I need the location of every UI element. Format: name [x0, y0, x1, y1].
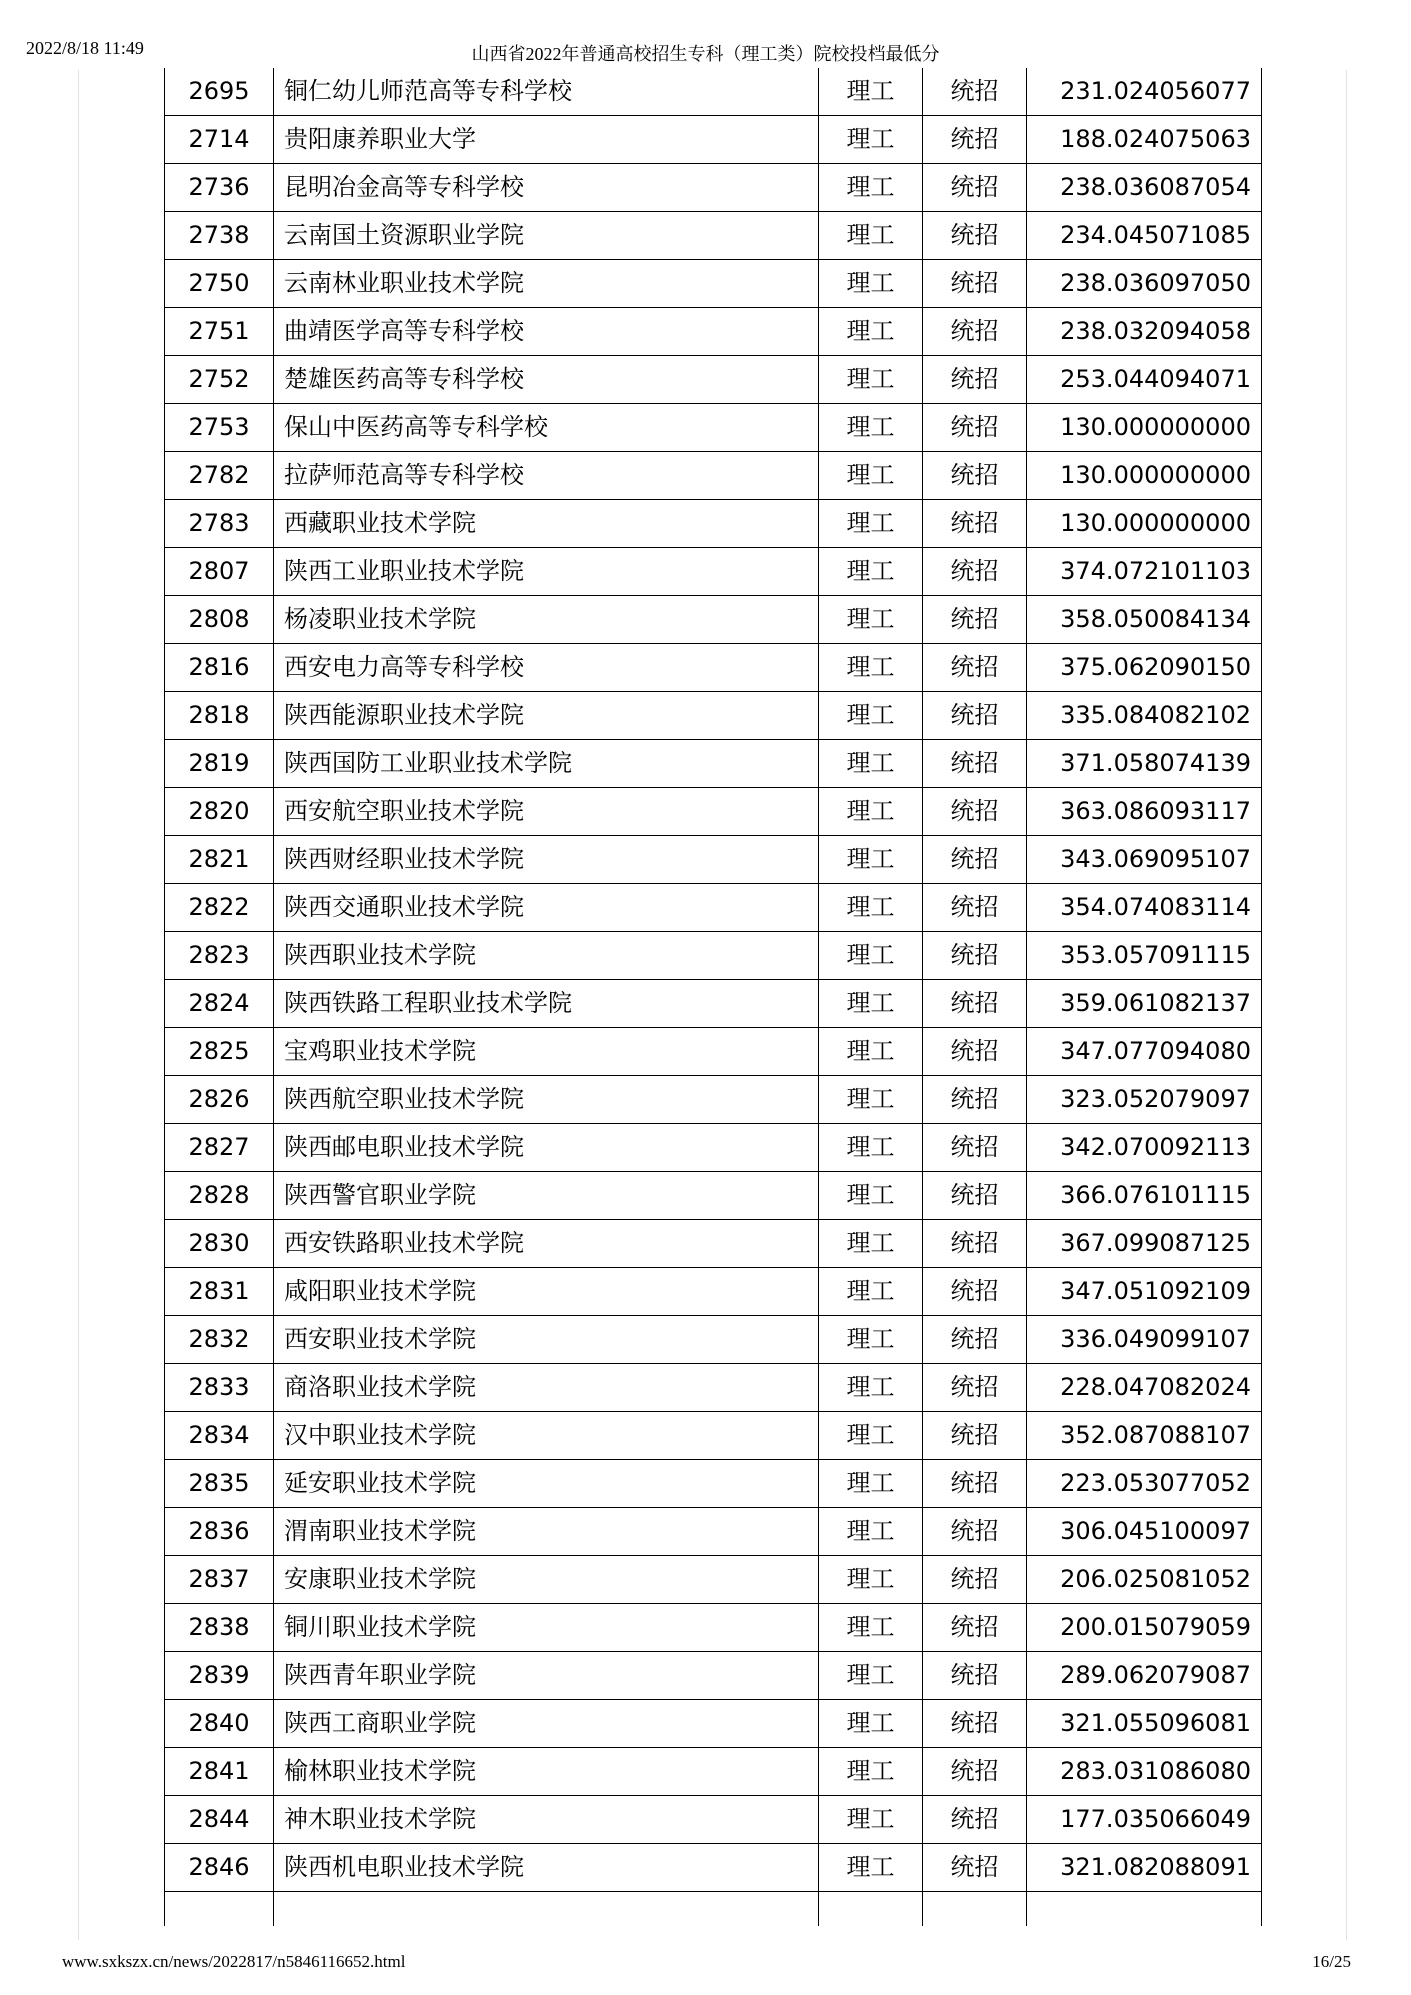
school-code-cell: 2736 — [165, 164, 274, 212]
admission-batch-cell: 统招 — [923, 1508, 1027, 1556]
min-score-cell: 367.099087125 — [1027, 1220, 1262, 1268]
subject-type-cell: 理工 — [819, 644, 923, 692]
admission-batch-cell: 统招 — [923, 1796, 1027, 1844]
subject-type-cell: 理工 — [819, 1364, 923, 1412]
min-score-cell: 335.084082102 — [1027, 692, 1262, 740]
school-name-cell: 云南国土资源职业学院 — [274, 212, 819, 260]
subject-type-cell: 理工 — [819, 1220, 923, 1268]
school-code-cell: 2738 — [165, 212, 274, 260]
table-row — [165, 836, 1262, 884]
admission-batch-cell: 统招 — [923, 500, 1027, 548]
subject-type-cell: 理工 — [819, 836, 923, 884]
school-code-cell: 2823 — [165, 932, 274, 980]
school-name-cell: 铜仁幼儿师范高等专科学校 — [274, 68, 819, 116]
table-row — [165, 116, 1262, 164]
subject-type-cell: 理工 — [819, 1652, 923, 1700]
school-name-cell: 咸阳职业技术学院 — [274, 1268, 819, 1316]
table-row — [165, 1556, 1262, 1604]
admission-batch-cell: 统招 — [923, 1028, 1027, 1076]
admission-batch-cell: 统招 — [923, 548, 1027, 596]
school-code-cell: 2714 — [165, 116, 274, 164]
admission-score-table — [164, 68, 1262, 1926]
school-name-cell: 宝鸡职业技术学院 — [274, 1028, 819, 1076]
min-score-cell: 238.036097050 — [1027, 260, 1262, 308]
admission-batch-cell: 统招 — [923, 980, 1027, 1028]
subject-type-cell: 理工 — [819, 788, 923, 836]
subject-type-cell: 理工 — [819, 1268, 923, 1316]
school-code-cell: 2832 — [165, 1316, 274, 1364]
subject-type-cell: 理工 — [819, 740, 923, 788]
admission-batch-cell: 统招 — [923, 1124, 1027, 1172]
subject-type-cell: 理工 — [819, 1124, 923, 1172]
subject-type-cell: 理工 — [819, 212, 923, 260]
subject-type-cell: 理工 — [819, 1556, 923, 1604]
subject-type-cell: 理工 — [819, 164, 923, 212]
school-code-cell: 2841 — [165, 1748, 274, 1796]
admission-batch-cell: 统招 — [923, 1556, 1027, 1604]
school-name-cell: 渭南职业技术学院 — [274, 1508, 819, 1556]
school-name-cell: 陕西交通职业技术学院 — [274, 884, 819, 932]
admission-batch-cell: 统招 — [923, 404, 1027, 452]
subject-type-cell: 理工 — [819, 452, 923, 500]
school-name-cell: 延安职业技术学院 — [274, 1460, 819, 1508]
admission-batch-cell: 统招 — [923, 644, 1027, 692]
table-row — [165, 1412, 1262, 1460]
school-code-cell: 2816 — [165, 644, 274, 692]
subject-type-cell: 理工 — [819, 404, 923, 452]
min-score-cell: 238.036087054 — [1027, 164, 1262, 212]
school-name-cell: 陕西青年职业学院 — [274, 1652, 819, 1700]
table-row — [165, 1364, 1262, 1412]
table-row — [165, 212, 1262, 260]
min-score-cell: 228.047082024 — [1027, 1364, 1262, 1412]
school-code-cell: 2836 — [165, 1508, 274, 1556]
admission-batch-cell: 统招 — [923, 116, 1027, 164]
table-row — [165, 596, 1262, 644]
table-row — [165, 1796, 1262, 1844]
min-score-cell: 321.082088091 — [1027, 1844, 1262, 1892]
subject-type-cell: 理工 — [819, 116, 923, 164]
admission-batch-cell: 统招 — [923, 788, 1027, 836]
min-score-cell: 323.052079097 — [1027, 1076, 1262, 1124]
school-code-cell: 2838 — [165, 1604, 274, 1652]
school-code-cell: 2837 — [165, 1556, 274, 1604]
min-score-cell: 238.032094058 — [1027, 308, 1262, 356]
subject-type-cell: 理工 — [819, 1460, 923, 1508]
admission-batch-cell: 统招 — [923, 212, 1027, 260]
table-row — [165, 548, 1262, 596]
school-code-cell: 2782 — [165, 452, 274, 500]
admission-batch-cell: 统招 — [923, 308, 1027, 356]
admission-batch-cell: 统招 — [923, 260, 1027, 308]
table-row — [165, 260, 1262, 308]
empty-cell — [819, 1892, 923, 1927]
admission-batch-cell: 统招 — [923, 1652, 1027, 1700]
admission-batch-cell: 统招 — [923, 1076, 1027, 1124]
school-code-cell: 2822 — [165, 884, 274, 932]
table-row — [165, 1076, 1262, 1124]
admission-batch-cell: 统招 — [923, 1748, 1027, 1796]
subject-type-cell: 理工 — [819, 1748, 923, 1796]
admission-batch-cell: 统招 — [923, 596, 1027, 644]
page-title: 山西省2022年普通高校招生专科（理工类）院校投档最低分 — [471, 44, 940, 64]
table-row — [165, 932, 1262, 980]
school-code-cell: 2820 — [165, 788, 274, 836]
school-code-cell: 2825 — [165, 1028, 274, 1076]
school-name-cell: 陕西机电职业技术学院 — [274, 1844, 819, 1892]
min-score-cell: 371.058074139 — [1027, 740, 1262, 788]
school-name-cell: 贵阳康养职业大学 — [274, 116, 819, 164]
min-score-cell: 206.025081052 — [1027, 1556, 1262, 1604]
school-code-cell: 2831 — [165, 1268, 274, 1316]
school-name-cell: 陕西航空职业技术学院 — [274, 1076, 819, 1124]
table-body — [165, 68, 1262, 1926]
subject-type-cell: 理工 — [819, 308, 923, 356]
school-name-cell: 榆林职业技术学院 — [274, 1748, 819, 1796]
min-score-cell: 253.044094071 — [1027, 356, 1262, 404]
admission-batch-cell: 统招 — [923, 356, 1027, 404]
table-row-empty — [165, 1892, 1262, 1927]
subject-type-cell: 理工 — [819, 1076, 923, 1124]
subject-type-cell: 理工 — [819, 1796, 923, 1844]
table-row — [165, 1220, 1262, 1268]
min-score-cell: 177.035066049 — [1027, 1796, 1262, 1844]
admission-batch-cell: 统招 — [923, 932, 1027, 980]
school-name-cell: 西安铁路职业技术学院 — [274, 1220, 819, 1268]
left-page-edge — [78, 70, 79, 1940]
school-name-cell: 保山中医药高等专科学校 — [274, 404, 819, 452]
page-number: 16/25 — [1312, 1952, 1351, 1971]
school-code-cell: 2830 — [165, 1220, 274, 1268]
table-row — [165, 1268, 1262, 1316]
school-name-cell: 西安职业技术学院 — [274, 1316, 819, 1364]
school-code-cell: 2824 — [165, 980, 274, 1028]
school-name-cell: 西安电力高等专科学校 — [274, 644, 819, 692]
school-code-cell: 2819 — [165, 740, 274, 788]
table-row — [165, 692, 1262, 740]
school-name-cell: 陕西国防工业职业技术学院 — [274, 740, 819, 788]
print-datetime: 2022/8/18 11:49 — [26, 38, 144, 58]
min-score-cell: 347.077094080 — [1027, 1028, 1262, 1076]
admission-batch-cell: 统招 — [923, 692, 1027, 740]
school-code-cell: 2753 — [165, 404, 274, 452]
min-score-cell: 306.045100097 — [1027, 1508, 1262, 1556]
table-row — [165, 356, 1262, 404]
subject-type-cell: 理工 — [819, 356, 923, 404]
min-score-cell: 231.024056077 — [1027, 68, 1262, 116]
school-name-cell: 铜川职业技术学院 — [274, 1604, 819, 1652]
min-score-cell: 366.076101115 — [1027, 1172, 1262, 1220]
school-name-cell: 安康职业技术学院 — [274, 1556, 819, 1604]
school-code-cell: 2826 — [165, 1076, 274, 1124]
school-code-cell: 2839 — [165, 1652, 274, 1700]
min-score-cell: 283.031086080 — [1027, 1748, 1262, 1796]
min-score-cell: 223.053077052 — [1027, 1460, 1262, 1508]
school-name-cell: 西安航空职业技术学院 — [274, 788, 819, 836]
school-code-cell: 2828 — [165, 1172, 274, 1220]
subject-type-cell: 理工 — [819, 932, 923, 980]
school-name-cell: 曲靖医学高等专科学校 — [274, 308, 819, 356]
subject-type-cell: 理工 — [819, 1412, 923, 1460]
table-row — [165, 1604, 1262, 1652]
admission-batch-cell: 统招 — [923, 740, 1027, 788]
min-score-cell: 200.015079059 — [1027, 1604, 1262, 1652]
admission-batch-cell: 统招 — [923, 1268, 1027, 1316]
min-score-cell: 234.045071085 — [1027, 212, 1262, 260]
school-name-cell: 陕西工商职业学院 — [274, 1700, 819, 1748]
empty-cell — [165, 1892, 274, 1927]
min-score-cell: 354.074083114 — [1027, 884, 1262, 932]
subject-type-cell: 理工 — [819, 884, 923, 932]
subject-type-cell: 理工 — [819, 68, 923, 116]
min-score-cell: 375.062090150 — [1027, 644, 1262, 692]
table-row — [165, 164, 1262, 212]
min-score-cell: 359.061082137 — [1027, 980, 1262, 1028]
min-score-cell: 342.070092113 — [1027, 1124, 1262, 1172]
school-code-cell: 2840 — [165, 1700, 274, 1748]
table-row — [165, 1652, 1262, 1700]
school-code-cell: 2833 — [165, 1364, 274, 1412]
school-name-cell: 商洛职业技术学院 — [274, 1364, 819, 1412]
admission-batch-cell: 统招 — [923, 164, 1027, 212]
empty-cell — [923, 1892, 1027, 1927]
school-code-cell: 2751 — [165, 308, 274, 356]
table-row — [165, 1700, 1262, 1748]
school-name-cell: 楚雄医药高等专科学校 — [274, 356, 819, 404]
admission-batch-cell: 统招 — [923, 452, 1027, 500]
empty-cell — [274, 1892, 819, 1927]
admission-batch-cell: 统招 — [923, 1364, 1027, 1412]
table-row — [165, 1748, 1262, 1796]
table-row — [165, 1508, 1262, 1556]
min-score-cell: 130.000000000 — [1027, 500, 1262, 548]
table-row — [165, 740, 1262, 788]
school-name-cell: 杨凌职业技术学院 — [274, 596, 819, 644]
table-row — [165, 308, 1262, 356]
school-code-cell: 2846 — [165, 1844, 274, 1892]
min-score-cell: 289.062079087 — [1027, 1652, 1262, 1700]
school-code-cell: 2695 — [165, 68, 274, 116]
table-row — [165, 980, 1262, 1028]
min-score-cell: 358.050084134 — [1027, 596, 1262, 644]
school-name-cell: 陕西能源职业技术学院 — [274, 692, 819, 740]
school-name-cell: 云南林业职业技术学院 — [274, 260, 819, 308]
school-name-cell: 神木职业技术学院 — [274, 1796, 819, 1844]
school-name-cell: 陕西铁路工程职业技术学院 — [274, 980, 819, 1028]
table-row — [165, 1028, 1262, 1076]
page-url[interactable]: www.sxkszx.cn/news/2022817/n5846116652.html — [62, 1952, 406, 1971]
admission-batch-cell: 统招 — [923, 1172, 1027, 1220]
subject-type-cell: 理工 — [819, 1700, 923, 1748]
table-row — [165, 1460, 1262, 1508]
admission-batch-cell: 统招 — [923, 1844, 1027, 1892]
subject-type-cell: 理工 — [819, 1316, 923, 1364]
min-score-cell: 130.000000000 — [1027, 452, 1262, 500]
table-row — [165, 500, 1262, 548]
subject-type-cell: 理工 — [819, 980, 923, 1028]
min-score-cell: 374.072101103 — [1027, 548, 1262, 596]
admission-batch-cell: 统招 — [923, 836, 1027, 884]
school-code-cell: 2750 — [165, 260, 274, 308]
admission-batch-cell: 统招 — [923, 68, 1027, 116]
admission-batch-cell: 统招 — [923, 1700, 1027, 1748]
admission-batch-cell: 统招 — [923, 884, 1027, 932]
table-row — [165, 788, 1262, 836]
school-name-cell: 汉中职业技术学院 — [274, 1412, 819, 1460]
table-row — [165, 884, 1262, 932]
table-row — [165, 404, 1262, 452]
subject-type-cell: 理工 — [819, 1508, 923, 1556]
subject-type-cell: 理工 — [819, 1844, 923, 1892]
school-code-cell: 2818 — [165, 692, 274, 740]
school-code-cell: 2827 — [165, 1124, 274, 1172]
table-row — [165, 1124, 1262, 1172]
subject-type-cell: 理工 — [819, 548, 923, 596]
min-score-cell: 130.000000000 — [1027, 404, 1262, 452]
school-name-cell: 陕西警官职业学院 — [274, 1172, 819, 1220]
school-name-cell: 陕西邮电职业技术学院 — [274, 1124, 819, 1172]
min-score-cell: 188.024075063 — [1027, 116, 1262, 164]
min-score-cell: 347.051092109 — [1027, 1268, 1262, 1316]
admission-batch-cell: 统招 — [923, 1220, 1027, 1268]
school-name-cell: 昆明冶金高等专科学校 — [274, 164, 819, 212]
min-score-cell: 353.057091115 — [1027, 932, 1262, 980]
subject-type-cell: 理工 — [819, 1604, 923, 1652]
subject-type-cell: 理工 — [819, 500, 923, 548]
min-score-cell: 363.086093117 — [1027, 788, 1262, 836]
admission-batch-cell: 统招 — [923, 1604, 1027, 1652]
table-row — [165, 1844, 1262, 1892]
school-code-cell: 2834 — [165, 1412, 274, 1460]
table-row — [165, 1172, 1262, 1220]
subject-type-cell: 理工 — [819, 596, 923, 644]
table-row — [165, 68, 1262, 116]
school-code-cell: 2783 — [165, 500, 274, 548]
admission-batch-cell: 统招 — [923, 1460, 1027, 1508]
school-name-cell: 陕西职业技术学院 — [274, 932, 819, 980]
subject-type-cell: 理工 — [819, 260, 923, 308]
subject-type-cell: 理工 — [819, 1028, 923, 1076]
school-code-cell: 2808 — [165, 596, 274, 644]
school-code-cell: 2835 — [165, 1460, 274, 1508]
subject-type-cell: 理工 — [819, 1172, 923, 1220]
school-code-cell: 2844 — [165, 1796, 274, 1844]
min-score-cell: 336.049099107 — [1027, 1316, 1262, 1364]
min-score-cell: 352.087088107 — [1027, 1412, 1262, 1460]
table-row — [165, 452, 1262, 500]
table-row — [165, 1316, 1262, 1364]
admission-batch-cell: 统招 — [923, 1316, 1027, 1364]
min-score-cell: 321.055096081 — [1027, 1700, 1262, 1748]
school-name-cell: 陕西工业职业技术学院 — [274, 548, 819, 596]
school-code-cell: 2752 — [165, 356, 274, 404]
empty-cell — [1027, 1892, 1262, 1927]
school-code-cell: 2821 — [165, 836, 274, 884]
admission-batch-cell: 统招 — [923, 1412, 1027, 1460]
school-name-cell: 陕西财经职业技术学院 — [274, 836, 819, 884]
school-name-cell: 西藏职业技术学院 — [274, 500, 819, 548]
table-row — [165, 644, 1262, 692]
min-score-cell: 343.069095107 — [1027, 836, 1262, 884]
right-page-edge — [1346, 70, 1347, 1940]
school-name-cell: 拉萨师范高等专科学校 — [274, 452, 819, 500]
school-code-cell: 2807 — [165, 548, 274, 596]
subject-type-cell: 理工 — [819, 692, 923, 740]
